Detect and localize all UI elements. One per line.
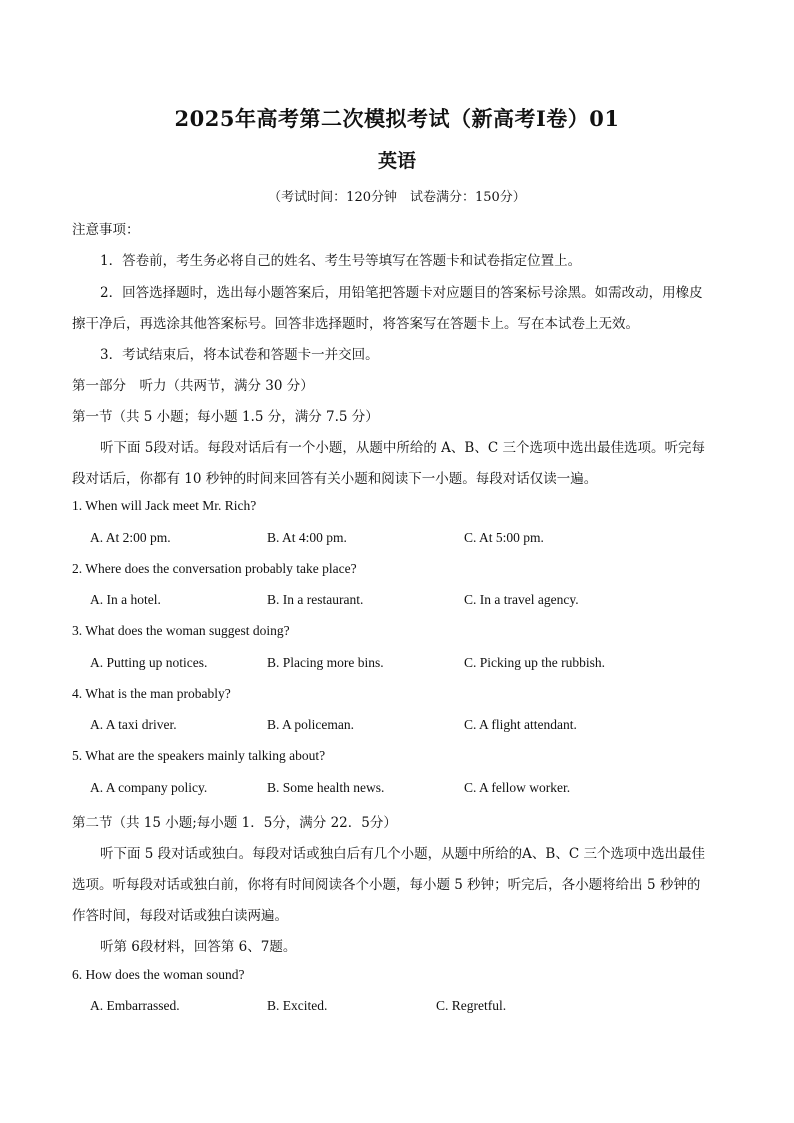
option-b: B. Placing more bins. [267,655,384,670]
option-c: C. A fellow worker. [464,780,571,795]
options-row [0,998,794,1018]
options-row [0,530,794,550]
option-c: C. Regretful. [436,998,507,1013]
option-b: B. At 4:00 pm. [267,530,347,545]
option-a: A. At 2:00 pm. [90,530,171,545]
question-5: 5. What are the speakers mainly talking about? [72,748,326,763]
section2-instruction: 听下面 5 段对话或独白。每段对话或独白后有几个小题，从题中所给的A、B、C 三个选项中选出最佳 [100,846,705,862]
question-2: 2. Where does the conversation probably take place? [72,561,357,576]
options-row [0,592,794,612]
notice-item: 3．考试结束后，将本试卷和答题卡一并交回。 [100,347,379,363]
section2-heading: 第二节（共 15 小题;每小题 1．5分，满分 22．5分） [72,815,397,831]
notice-item: 2．回答选择题时，选出每小题答案后，用铅笔把答题卡对应题目的答案标号涂黑。如需改动，用橡皮 [100,285,703,301]
section2-instruction: 选项。听每段对话或独白前，你将有时间阅读各个小题，每小题 5 秒钟；听完后，各小题将给出 5 秒钟的 [72,877,701,893]
material-note: 听第 6段材料，回答第 6、7题。 [100,939,297,955]
option-c: C. A flight attendant. [464,717,577,732]
notice-item: 1．答卷前，考生务必将自己的姓名、考生号等填写在答题卡和试卷指定位置上。 [100,253,582,269]
option-a: A. A taxi driver. [90,717,177,732]
option-c: C. Picking up the rubbish. [464,655,605,670]
option-c: C. At 5:00 pm. [464,530,544,545]
part1-heading: 第一部分 听力（共两节，满分 30 分） [72,378,314,394]
option-a: A. In a hotel. [90,592,161,607]
question-1: 1. When will Jack meet Mr. Rich? [72,498,257,513]
options-row [0,717,794,737]
option-a: A. Putting up notices. [90,655,208,670]
section2-instruction: 作答时间，每段对话或独白读两遍。 [72,908,288,924]
option-a: A. Embarrassed. [90,998,180,1013]
option-b: B. Excited. [267,998,328,1013]
options-row [0,780,794,800]
section1-instruction: 段对话后，你都有 10 秒钟的时间来回答有关小题和阅读下一小题。每段对话仅读一遍。 [72,471,598,487]
option-b: B. Some health news. [267,780,385,795]
question-4: 4. What is the man probably? [72,686,231,701]
notice-item-continued: 擦干净后，再选涂其他答案标号。回答非选择题时，将答案写在答题卡上。写在本试卷上无效。 [72,316,639,332]
option-a: A. A company policy. [90,780,208,795]
notice-heading: 注意事项： [72,222,140,238]
section1-heading: 第一节（共 5 小题；每小题 1.5 分，满分 7.5 分） [72,409,379,425]
exam-title: 2025年高考第二次模拟考试（新高考I卷）01 [174,106,620,131]
question-3: 3. What does the woman suggest doing? [72,623,290,638]
option-b: B. In a restaurant. [267,592,364,607]
option-c: C. In a travel agency. [464,592,579,607]
option-b: B. A policeman. [267,717,354,732]
question-6: 6. How does the woman sound? [72,967,245,982]
options-row [0,655,794,675]
exam-info: （考试时间：120分钟 试卷满分：150分） [268,190,526,205]
section1-instruction: 听下面 5段对话。每段对话后有一个小题，从题中所给的 A、B、C 三个选项中选出最佳选项。听完每 [100,440,705,456]
subject-title: 英语 [377,150,416,172]
